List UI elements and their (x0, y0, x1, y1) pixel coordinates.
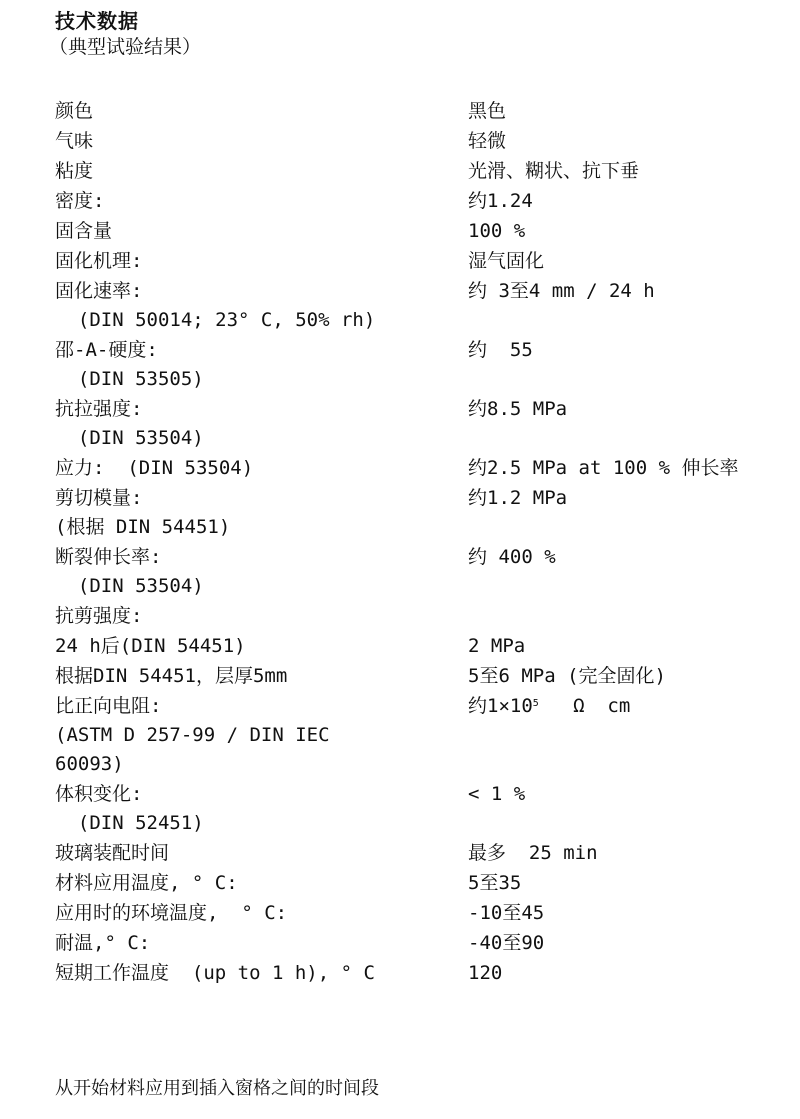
spec-value: 2 MPa (468, 635, 526, 657)
spec-value: 最多 25 min (468, 842, 598, 864)
spec-label (55, 276, 468, 335)
spec-value (468, 691, 775, 721)
spec-label-text: 气味 (55, 130, 94, 152)
spec-label (55, 631, 468, 661)
spec-row (55, 868, 775, 898)
spec-value: -10至45 (468, 902, 545, 924)
spec-label-standard: (ASTM D 257-99 / DIN IEC 60093) (55, 724, 330, 775)
spec-row (55, 186, 775, 216)
spec-label-text: 耐温,° C: (55, 932, 151, 954)
spec-row (55, 898, 775, 928)
spec-label-standard: (DIN 53504) (55, 427, 204, 449)
spec-label-text: 根据DIN 54451，层厚5mm (55, 665, 288, 687)
page-subtitle: （典型试验结果） (49, 36, 202, 58)
spec-label-standard: (DIN 53504) (55, 575, 204, 597)
spec-row (55, 276, 775, 335)
spec-value: 约1.2 MPa (468, 487, 568, 509)
spec-label (55, 216, 468, 246)
spec-table (55, 96, 775, 988)
spec-label (55, 156, 468, 186)
spec-value: -40至90 (468, 932, 545, 954)
technical-data-document (49, 0, 775, 988)
spec-value: 光滑、糊状、抗下垂 (468, 160, 640, 182)
spec-row (55, 394, 775, 453)
spec-row (55, 335, 775, 394)
spec-row (55, 483, 775, 542)
spec-label-text: 玻璃装配时间 (55, 842, 170, 864)
spec-label-text: 材料应用温度, ° C: (55, 872, 238, 894)
spec-row (55, 246, 775, 276)
spec-label (55, 868, 468, 898)
spec-label (55, 601, 468, 631)
spec-value: 5至35 (468, 872, 522, 894)
spec-value: 轻微 (468, 130, 507, 152)
spec-label-text: 应用时的环境温度, ° C: (55, 902, 288, 924)
spec-label-standard: (DIN 50014; 23° C, 50% rh) (55, 309, 376, 331)
spec-label (55, 779, 468, 838)
spec-label-text: 24 h后(DIN 54451) (55, 635, 246, 657)
spec-row (55, 216, 775, 246)
spec-label-text: 应力: (DIN 53504) (55, 457, 254, 479)
spec-label (55, 928, 468, 958)
spec-label-standard: (根据 DIN 54451) (55, 516, 231, 538)
spec-label-text: 固含量 (55, 220, 113, 242)
spec-label (55, 335, 468, 394)
spec-value: 约8.5 MPa (468, 398, 568, 420)
spec-label (55, 483, 468, 542)
spec-label-text: 固化速率: (55, 280, 143, 302)
spec-row (55, 453, 775, 483)
spec-value: 约2.5 MPa at 100 % 伸长率 (468, 457, 739, 479)
spec-row (55, 779, 775, 838)
spec-label-standard: (DIN 53505) (55, 368, 204, 390)
spec-label-text: 粘度 (55, 160, 94, 182)
spec-label (55, 126, 468, 156)
spec-label (55, 691, 468, 779)
spec-label (55, 542, 468, 601)
spec-label-text: 体积变化: (55, 783, 143, 805)
spec-row (55, 661, 775, 691)
spec-label (55, 898, 468, 928)
spec-label (55, 96, 468, 126)
spec-label-text: 短期工作温度 (up to 1 h), ° C (55, 962, 375, 984)
resistance-unit: Ω cm (538, 695, 631, 717)
spec-value: 湿气固化 (468, 250, 545, 272)
spec-label (55, 838, 468, 868)
spec-label (55, 661, 468, 691)
page-title: 技术数据 (55, 9, 139, 33)
spec-value: 约 55 (468, 339, 533, 361)
footnote: 从开始材料应用到插入窗格之间的时间段 (55, 1078, 379, 1099)
spec-row (55, 838, 775, 868)
spec-label-text: 密度: (55, 190, 105, 212)
spec-row (55, 958, 775, 988)
spec-value: 5至6 MPa (完全固化) (468, 665, 666, 687)
resistance-exponent: 5 (532, 698, 539, 709)
spec-row (55, 156, 775, 186)
spec-label (55, 186, 468, 216)
spec-label-standard: (DIN 52451) (55, 812, 204, 834)
spec-label-text: 断裂伸长率: (55, 546, 162, 568)
spec-row (55, 126, 775, 156)
spec-row (55, 928, 775, 958)
spec-label (55, 958, 468, 988)
spec-label-text: 抗拉强度: (55, 398, 143, 420)
spec-row (55, 542, 775, 601)
spec-label (55, 394, 468, 453)
spec-value: 约1.24 (468, 190, 533, 212)
spec-label-text: 颜色 (55, 100, 94, 122)
spec-label-text: 剪切模量: (55, 487, 143, 509)
spec-row (55, 691, 775, 779)
spec-label (55, 246, 468, 276)
spec-label-text: 邵-A-硬度: (55, 339, 158, 361)
spec-row (55, 96, 775, 126)
spec-value: 约 3至4 mm / 24 h (468, 280, 655, 302)
spec-label-text: 抗剪强度: (55, 605, 143, 627)
spec-value: < 1 % (468, 783, 526, 805)
spec-value: 约 400 % (468, 546, 556, 568)
spec-row (55, 631, 775, 661)
spec-row (55, 601, 775, 631)
spec-value: 120 (468, 962, 503, 984)
spec-value: 黑色 (468, 100, 507, 122)
spec-value: 100 % (468, 220, 526, 242)
spec-label (55, 453, 468, 483)
spec-label-text: 比正向电阻: (55, 695, 162, 717)
resistance-value-base: 约1×10 (468, 695, 533, 717)
spec-label-text: 固化机理: (55, 250, 143, 272)
